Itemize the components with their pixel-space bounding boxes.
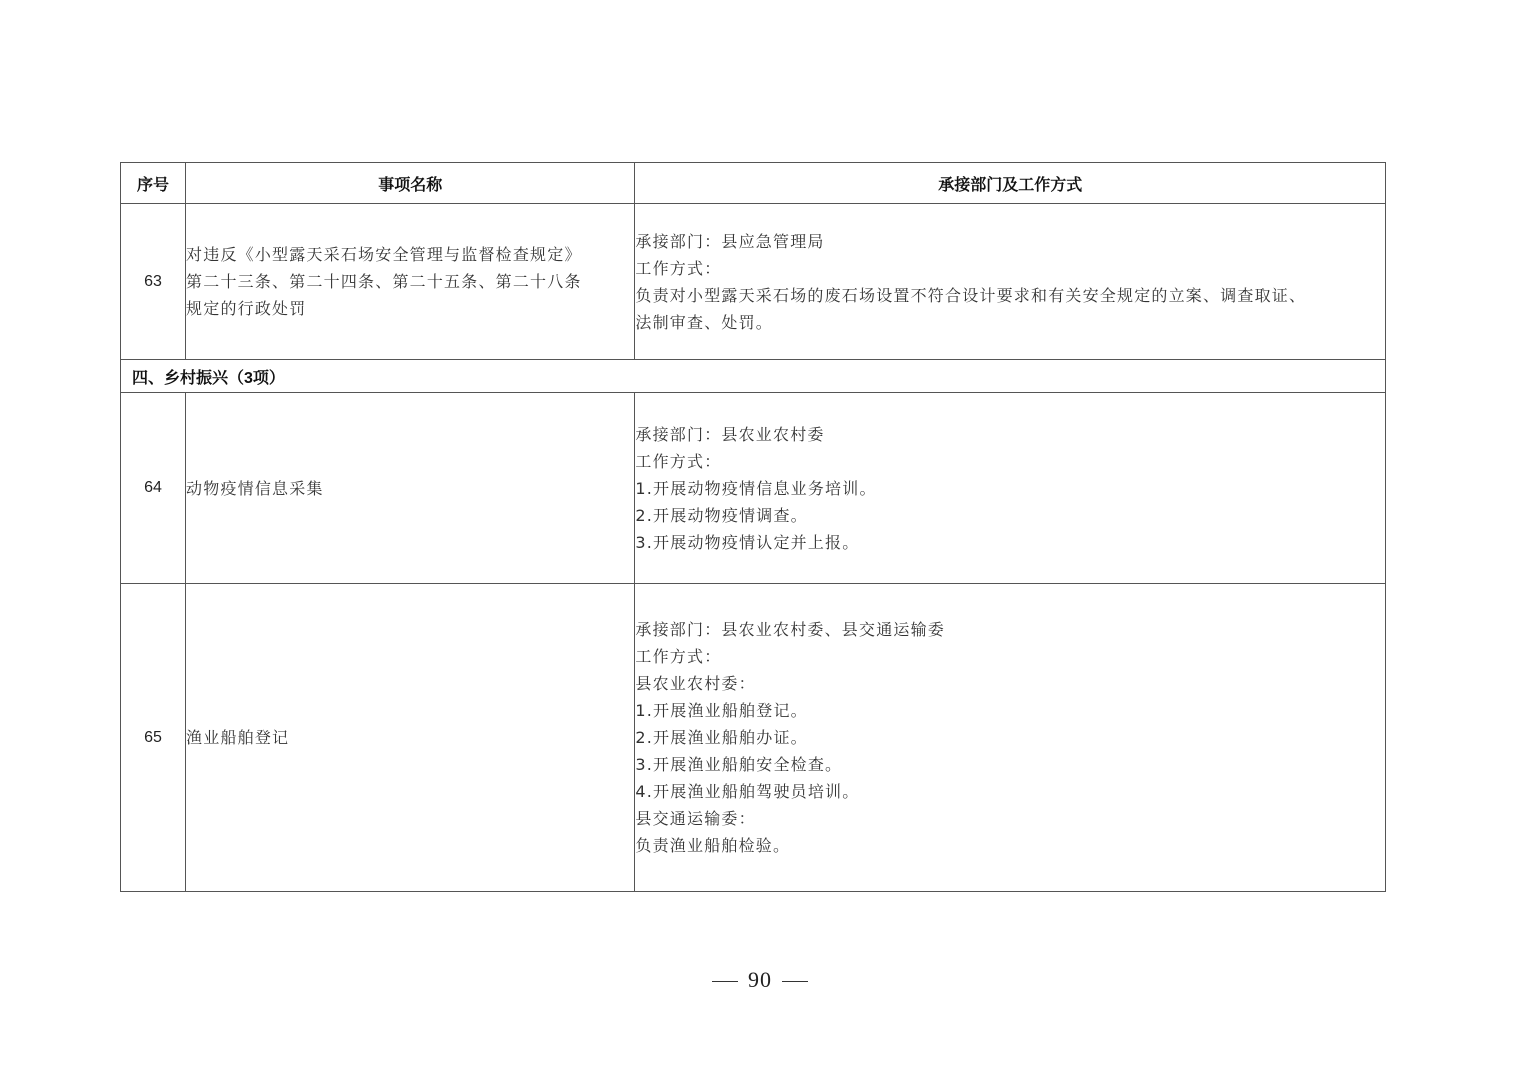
dept-line: 法制审查、处罚。 <box>635 312 773 332</box>
header-seq: 序号 <box>121 163 186 204</box>
dept-line: 3.开展动物疫情认定并上报。 <box>635 532 860 552</box>
row-seq: 63 <box>121 204 186 360</box>
header-item-name: 事项名称 <box>186 163 635 204</box>
table-row <box>121 584 1386 892</box>
row-item-name: 动物疫情信息采集 <box>186 393 635 584</box>
section-row <box>121 360 1386 393</box>
row-item-name: 渔业船舶登记 <box>186 584 635 892</box>
row-dept-method <box>635 584 1386 892</box>
row-dept-method <box>635 393 1386 584</box>
items-table <box>120 162 1386 892</box>
row-seq: 64 <box>121 393 186 584</box>
page-number <box>0 967 1520 993</box>
item-name-line: 规定的行政处罚 <box>186 299 307 318</box>
section-title: 四、乡村振兴（3项） <box>121 360 1386 393</box>
dept-line: 负责对小型露天采石场的废石场设置不符合设计要求和有关安全规定的立案、调查取证、 <box>635 285 1307 305</box>
row-dept-method <box>635 204 1386 360</box>
item-name-line: 对违反《小型露天采石场安全管理与监督检查规定》 <box>186 245 582 264</box>
dash-left <box>712 981 738 982</box>
dept-line: 县农业农村委： <box>635 674 756 693</box>
item-name-line: 第二十三条、第二十四条、第二十五条、第二十八条 <box>186 272 582 291</box>
row-seq: 65 <box>121 584 186 892</box>
row-item-name <box>186 204 635 360</box>
dept-line: 负责渔业船舶检验。 <box>635 836 791 855</box>
page-number-value: 90 <box>748 967 772 992</box>
table-row <box>121 393 1386 584</box>
dept-line: 承接部门：县应急管理局 <box>635 231 825 251</box>
dept-line: 2.开展动物疫情调查。 <box>635 505 808 525</box>
dept-line: 承接部门：县农业农村委 <box>635 424 825 444</box>
dash-right <box>782 981 808 982</box>
dept-line: 3.开展渔业船舶安全检查。 <box>635 755 843 774</box>
table-header-row <box>121 163 1386 204</box>
table-row <box>121 204 1386 360</box>
dept-line: 1.开展动物疫情信息业务培训。 <box>635 478 877 498</box>
dept-line: 2.开展渔业船舶办证。 <box>635 728 808 747</box>
dept-line: 工作方式： <box>635 647 722 666</box>
dept-line: 县交通运输委： <box>635 809 756 828</box>
dept-line: 承接部门：县农业农村委、县交通运输委 <box>635 620 945 639</box>
dept-line: 1.开展渔业船舶登记。 <box>635 701 808 720</box>
header-dept-method: 承接部门及工作方式 <box>635 163 1386 204</box>
dept-line: 工作方式： <box>635 451 722 471</box>
dept-line: 4.开展渔业船舶驾驶员培训。 <box>635 782 860 801</box>
dept-line: 工作方式： <box>635 258 722 278</box>
